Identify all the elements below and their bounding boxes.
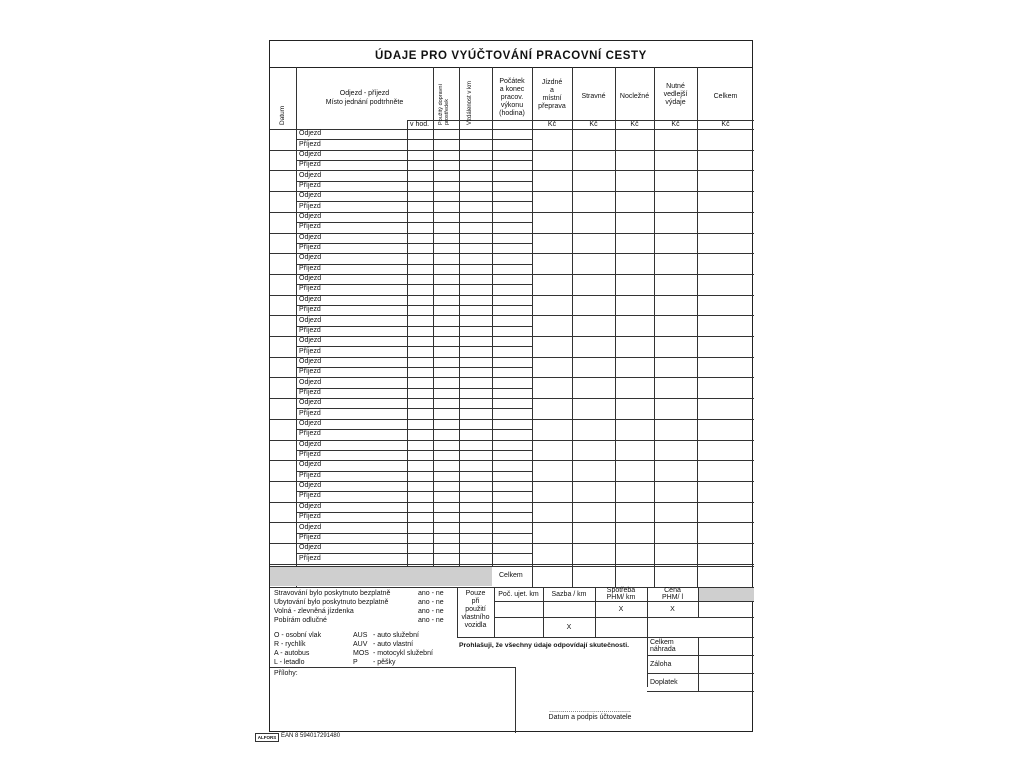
- row-label: Odjezd: [299, 337, 322, 345]
- celkem-label: Celkem: [499, 572, 523, 579]
- row-label: Odjezd: [299, 357, 322, 365]
- row-sub-line: [492, 201, 532, 202]
- provision-4-label: Pobírám odlučné: [274, 617, 327, 624]
- row-line: [270, 233, 754, 234]
- row-label: Příjezd: [299, 347, 321, 355]
- row-label: Odjezd: [299, 316, 322, 324]
- header-vzdalenost: Vzdálenost v km: [467, 80, 473, 125]
- kc-nocl: Kč: [630, 121, 639, 128]
- header-odjezd-prijezd: Odjezd - příjezd: [339, 90, 390, 97]
- row-sub-line: [492, 533, 532, 534]
- row-label: Odjezd: [299, 461, 322, 469]
- row-line: [270, 295, 754, 296]
- row-sub-line: [492, 491, 532, 492]
- row-label: Odjezd: [299, 275, 322, 283]
- header-pocatek-5: (hodina): [499, 110, 525, 117]
- row-line: [296, 533, 492, 534]
- row-sub-line: [492, 305, 532, 306]
- row-line: [270, 336, 754, 337]
- kc-celkem: Kč: [721, 121, 730, 128]
- row-line: [270, 460, 754, 461]
- row-line: [270, 543, 754, 544]
- row-label: Příjezd: [299, 368, 321, 376]
- provision-4-value: ano - ne: [418, 617, 444, 624]
- row-label: Odjezd: [299, 171, 322, 179]
- x-mark-sazba: X: [566, 624, 572, 631]
- row-line: [270, 212, 754, 213]
- row-line: [270, 481, 754, 482]
- row-label: Odjezd: [299, 233, 322, 241]
- row-label: Odjezd: [299, 502, 322, 510]
- row-label: Příjezd: [299, 161, 321, 169]
- row-sub-line: [492, 346, 532, 347]
- spotreba-1: Spotřeba: [606, 587, 636, 594]
- legend-desc-auv: - auto vlastní: [373, 641, 414, 648]
- col-line-datum: [296, 67, 297, 587]
- row-line: [270, 150, 754, 151]
- row-sub-line: [492, 326, 532, 327]
- declaration: Prohlašuji, že všechny údaje odpovídají skutečnosti.: [459, 642, 629, 649]
- provision-3-label: Volná - zlevněná jízdenka: [274, 608, 354, 615]
- row-sub-line: [492, 264, 532, 265]
- celkem-nahrada-1: Celkem: [650, 639, 674, 646]
- row-line: [296, 201, 492, 202]
- row-label: Příjezd: [299, 326, 321, 334]
- header-jizdne-1: Jízdné: [541, 79, 563, 86]
- row-label: Odjezd: [299, 213, 322, 220]
- row-line: [296, 367, 492, 368]
- row-line: [270, 191, 754, 192]
- header-celkem: Celkem: [713, 93, 738, 100]
- kc-nutne: Kč: [671, 121, 680, 128]
- pouze-3: použití: [465, 606, 486, 613]
- summary-mid-line: [698, 637, 699, 692]
- legend-o: O - osobní vlak: [274, 632, 322, 639]
- row-line: [296, 243, 492, 244]
- col-line-stravne: [615, 67, 616, 587]
- publisher-logo: ALFORS: [255, 733, 279, 742]
- row-label: Odjezd: [299, 378, 322, 386]
- provision-2-label: Ubytování bylo poskytnuto bezplatně: [274, 599, 389, 606]
- cena-2: PHM/ l: [662, 594, 683, 601]
- header-jizdne-4: přeprava: [538, 103, 566, 110]
- sazba-km: Sazba / km: [551, 591, 587, 598]
- pouze-2: při: [471, 598, 480, 605]
- row-line: [296, 222, 492, 223]
- col-line-nutne: [697, 67, 698, 587]
- header-nutne-1: Nutné: [666, 83, 685, 90]
- row-sub-line: [492, 181, 532, 182]
- row-line: [270, 440, 754, 441]
- header-pocatek-4: výkonu: [500, 102, 524, 109]
- vehicle-row-line: [494, 617, 754, 618]
- header-jizdne-3: místní: [542, 95, 562, 102]
- row-line: [270, 502, 754, 503]
- celkem-nahrada-2: náhrada: [650, 646, 676, 653]
- prilohy-right-line: [515, 667, 516, 733]
- doplatek: Doplatek: [650, 679, 678, 686]
- header-stravne: Stravné: [581, 93, 606, 100]
- summary-line-2: [647, 673, 754, 674]
- header-misto: Místo jednání podtrhněte: [325, 99, 404, 106]
- row-sub-line: [492, 243, 532, 244]
- legend-code-p: P: [353, 659, 358, 666]
- row-label: Odjezd: [299, 130, 322, 138]
- travel-expense-form: [269, 40, 753, 732]
- header-datum: Datum: [279, 105, 286, 125]
- row-label: Příjezd: [299, 285, 321, 293]
- row-label: Příjezd: [299, 451, 321, 459]
- row-label: Příjezd: [299, 264, 321, 272]
- row-label: Odjezd: [299, 295, 322, 303]
- row-line: [270, 522, 754, 523]
- legend-code-auv: AUV: [353, 641, 368, 648]
- provision-3-value: ano - ne: [418, 608, 444, 615]
- row-line: [296, 264, 492, 265]
- row-label: Příjezd: [299, 140, 321, 148]
- prilohy-label: Přílohy:: [274, 670, 298, 677]
- legend-code-mos: MOS: [353, 650, 369, 657]
- row-label: Odjezd: [299, 523, 322, 531]
- legend-r: R - rychlík: [274, 641, 306, 648]
- provision-2-value: ano - ne: [418, 599, 444, 606]
- row-sub-line: [492, 388, 532, 389]
- vehicle-col-line-5: [698, 587, 699, 617]
- kc-stravne: Kč: [589, 121, 598, 128]
- zaloha: Záloha: [650, 661, 672, 668]
- row-sub-line: [492, 367, 532, 368]
- row-label: Příjezd: [299, 409, 321, 417]
- row-sub-line: [492, 450, 532, 451]
- row-line: [296, 450, 492, 451]
- legend-l: L - letadlo: [274, 659, 305, 666]
- row-sub-line: [492, 471, 532, 472]
- row-line: [296, 491, 492, 492]
- row-label: Odjezd: [299, 150, 322, 158]
- row-line: [296, 553, 492, 554]
- col-line-jizdne: [572, 67, 573, 587]
- row-sub-line: [492, 284, 532, 285]
- header-v-hod: v hod.: [410, 121, 430, 128]
- summary-top-line: [647, 637, 754, 638]
- row-label: Odjezd: [299, 254, 322, 262]
- provision-1-label: Stravování bylo poskytnuto bezplatně: [274, 590, 391, 597]
- row-line: [296, 388, 492, 389]
- pouze-5: vozidla: [464, 622, 487, 629]
- row-sub-line: [492, 139, 532, 140]
- row-line: [270, 419, 754, 420]
- pouze-1: Pouze: [465, 590, 486, 597]
- row-sub-line: [492, 408, 532, 409]
- row-line: [296, 284, 492, 285]
- summary-line-1: [647, 655, 754, 656]
- legend-desc-p: - pěšky: [373, 659, 396, 666]
- provision-1-value: ano - ne: [418, 590, 444, 597]
- poc-ujet-km: Poč. ujet. km: [498, 591, 539, 598]
- row-line: [296, 160, 492, 161]
- row-label: Příjezd: [299, 202, 321, 210]
- row-label: Příjezd: [299, 388, 321, 396]
- row-line: [296, 429, 492, 430]
- row-label: Příjezd: [299, 430, 321, 438]
- signature-label: Datum a podpis účtovatele: [548, 714, 632, 721]
- row-label: Odjezd: [299, 192, 322, 200]
- spotreba-2: PHM/ km: [606, 594, 636, 601]
- row-label: Odjezd: [299, 420, 322, 427]
- row-label: Příjezd: [299, 223, 321, 231]
- row-line: [296, 326, 492, 327]
- header-pocatek-1: Počátek: [499, 78, 525, 85]
- row-label: Příjezd: [299, 554, 321, 562]
- row-label: Odjezd: [299, 440, 322, 448]
- vehicle-gray-cell: [698, 588, 754, 601]
- row-line: [296, 471, 492, 472]
- header-pocatek-3: pracov.: [500, 94, 524, 101]
- col-line-nocl: [654, 67, 655, 587]
- vehicle-bottom-line: [457, 637, 647, 638]
- row-sub-line: [492, 553, 532, 554]
- row-line: [270, 564, 754, 565]
- prilohy-top-line: [270, 667, 515, 668]
- row-label: Příjezd: [299, 471, 321, 479]
- legend-desc-aus: - auto služební: [373, 632, 419, 639]
- header-pouzity: Použitý dopravní prostředek: [438, 84, 450, 125]
- header-jizdne-2: a: [550, 87, 554, 94]
- row-line: [270, 398, 754, 399]
- row-line: [270, 315, 754, 316]
- row-line: [296, 346, 492, 347]
- x-mark-cena: X: [670, 606, 675, 613]
- row-label: Příjezd: [299, 244, 321, 252]
- row-line: [270, 274, 754, 275]
- row-sub-line: [492, 160, 532, 161]
- row-label: Odjezd: [299, 482, 322, 490]
- col-line-pocatek: [532, 67, 533, 587]
- kc-jizdne: Kč: [547, 121, 557, 128]
- header-nutne-2: vedlejší: [663, 91, 688, 98]
- legend-code-aus: AUS: [353, 632, 368, 639]
- row-label: Příjezd: [299, 533, 321, 541]
- row-label: Příjezd: [299, 306, 321, 314]
- header-pocatek-2: a konec: [499, 86, 525, 93]
- celkem-gray-block: [270, 567, 492, 586]
- row-sub-line: [492, 222, 532, 223]
- x-mark-spotreba: X: [618, 606, 624, 613]
- row-line: [296, 305, 492, 306]
- row-line: [270, 253, 754, 254]
- celkem-top-line: [270, 566, 754, 567]
- header-nutne-3: výdaje: [665, 99, 686, 106]
- col-line-place: [407, 120, 408, 566]
- row-label: Odjezd: [299, 544, 322, 552]
- row-label: Odjezd: [299, 399, 322, 407]
- row-label: Příjezd: [299, 181, 321, 189]
- row-line: [296, 408, 492, 409]
- row-label: Příjezd: [299, 513, 321, 521]
- row-line: [270, 357, 754, 358]
- legend-desc-mos: - motocykl služební: [373, 650, 433, 657]
- header-bottom-line: [270, 129, 754, 130]
- header-nocl: Nocležné: [619, 93, 650, 100]
- row-line: [296, 181, 492, 182]
- row-sub-line: [492, 429, 532, 430]
- pouze-4: vlastního: [461, 614, 490, 621]
- row-line: [296, 512, 492, 513]
- row-label: Příjezd: [299, 492, 321, 500]
- row-line: [296, 139, 492, 140]
- ean-code: EAN 8 594017291480: [281, 733, 341, 739]
- cena-1: Cena: [664, 587, 681, 594]
- row-line: [270, 170, 754, 171]
- row-line: [270, 377, 754, 378]
- form-title: ÚDAJE PRO VYÚČTOVÁNÍ PRACOVNÍ CESTY: [270, 41, 752, 68]
- legend-a: A - autobus: [274, 650, 310, 657]
- summary-line-3: [647, 691, 754, 692]
- row-sub-line: [492, 512, 532, 513]
- signature-dots: ..........................................: [549, 707, 631, 714]
